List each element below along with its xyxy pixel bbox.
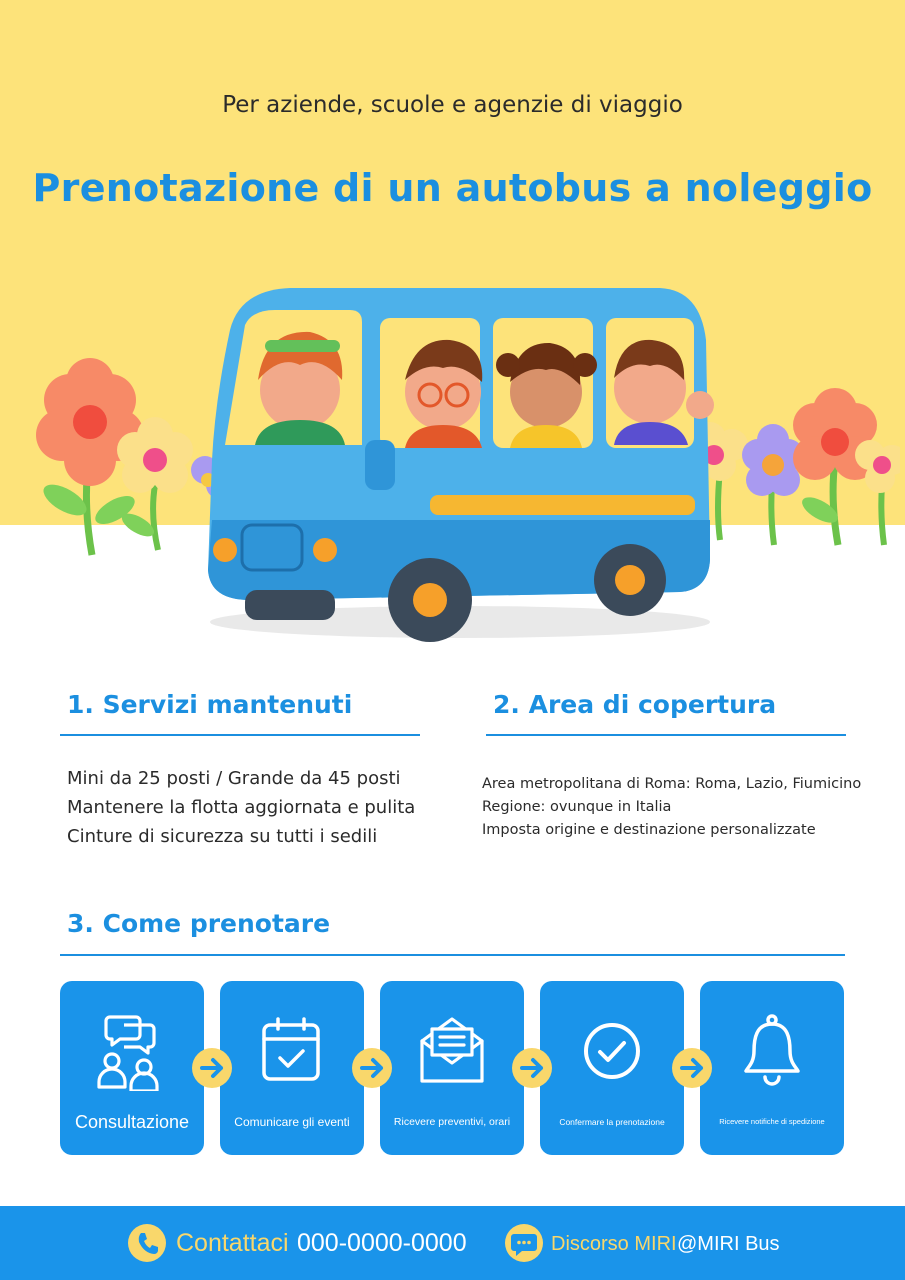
chat-icon[interactable] xyxy=(505,1224,543,1262)
services-list xyxy=(67,764,415,851)
arrow-right-icon xyxy=(512,1048,552,1088)
people-chat-icon xyxy=(92,1011,172,1091)
page-subtitle: Per aziende, scuole e agenzie di viaggio xyxy=(222,92,683,118)
coverage-list xyxy=(482,773,861,842)
section-divider xyxy=(60,734,420,736)
chat-handle[interactable]: @MIRI Bus xyxy=(677,1233,780,1255)
bus-icon xyxy=(208,288,714,642)
list-item: Regione: ovunque in Italia xyxy=(482,799,672,815)
step-label: Ricevere preventivi, orari xyxy=(393,1116,511,1128)
arrow-right-icon xyxy=(672,1048,712,1088)
step-label: Comunicare gli eventi xyxy=(234,1115,350,1129)
arrow-right-icon xyxy=(192,1048,232,1088)
list-item: Area metropolitana di Roma: Roma, Lazio, Fiumicino xyxy=(482,776,862,792)
contact-label: Contattaci xyxy=(176,1229,289,1257)
step-notifiche[interactable] xyxy=(700,981,844,1155)
step-preventivi[interactable] xyxy=(380,981,524,1155)
section-title-prenotare: 3. Come prenotare xyxy=(67,909,331,938)
section-divider xyxy=(60,954,845,956)
step-comunicare[interactable] xyxy=(220,981,364,1155)
phone-icon[interactable] xyxy=(128,1224,166,1262)
step-label: Ricevere notifiche di spedizione xyxy=(719,1117,825,1126)
chat-label: Discorso MIRI xyxy=(551,1233,677,1255)
contact-number[interactable]: 000-0000-0000 xyxy=(297,1229,467,1257)
check-circle-icon xyxy=(572,1011,652,1091)
footer-bar xyxy=(0,1206,905,1280)
envelope-open-icon xyxy=(412,1011,492,1091)
step-confermare[interactable] xyxy=(540,981,684,1155)
booking-steps xyxy=(60,981,845,1155)
section-title-servizi: 1. Servizi mantenuti xyxy=(67,690,353,719)
list-item: Mini da 25 posti / Grande da 45 posti xyxy=(67,768,401,789)
step-label: Consultazione xyxy=(74,1112,190,1132)
section-title-area: 2. Area di copertura xyxy=(493,690,777,719)
calendar-check-icon xyxy=(252,1011,332,1091)
section-divider xyxy=(486,734,846,736)
list-item: Mantenere la flotta aggiornata e pulita xyxy=(67,797,416,818)
bus-illustration xyxy=(20,270,900,670)
arrow-right-icon xyxy=(352,1048,392,1088)
flower-right-group xyxy=(694,388,900,545)
bell-icon xyxy=(732,1011,812,1091)
step-consultazione[interactable] xyxy=(60,981,204,1155)
list-item: Cinture di sicurezza su tutti i sedili xyxy=(67,826,378,847)
step-label: Confermare la prenotazione xyxy=(559,1117,665,1127)
page-title: Prenotazione di un autobus a noleggio xyxy=(32,166,873,210)
list-item: Imposta origine e destinazione personalizzate xyxy=(482,822,816,838)
